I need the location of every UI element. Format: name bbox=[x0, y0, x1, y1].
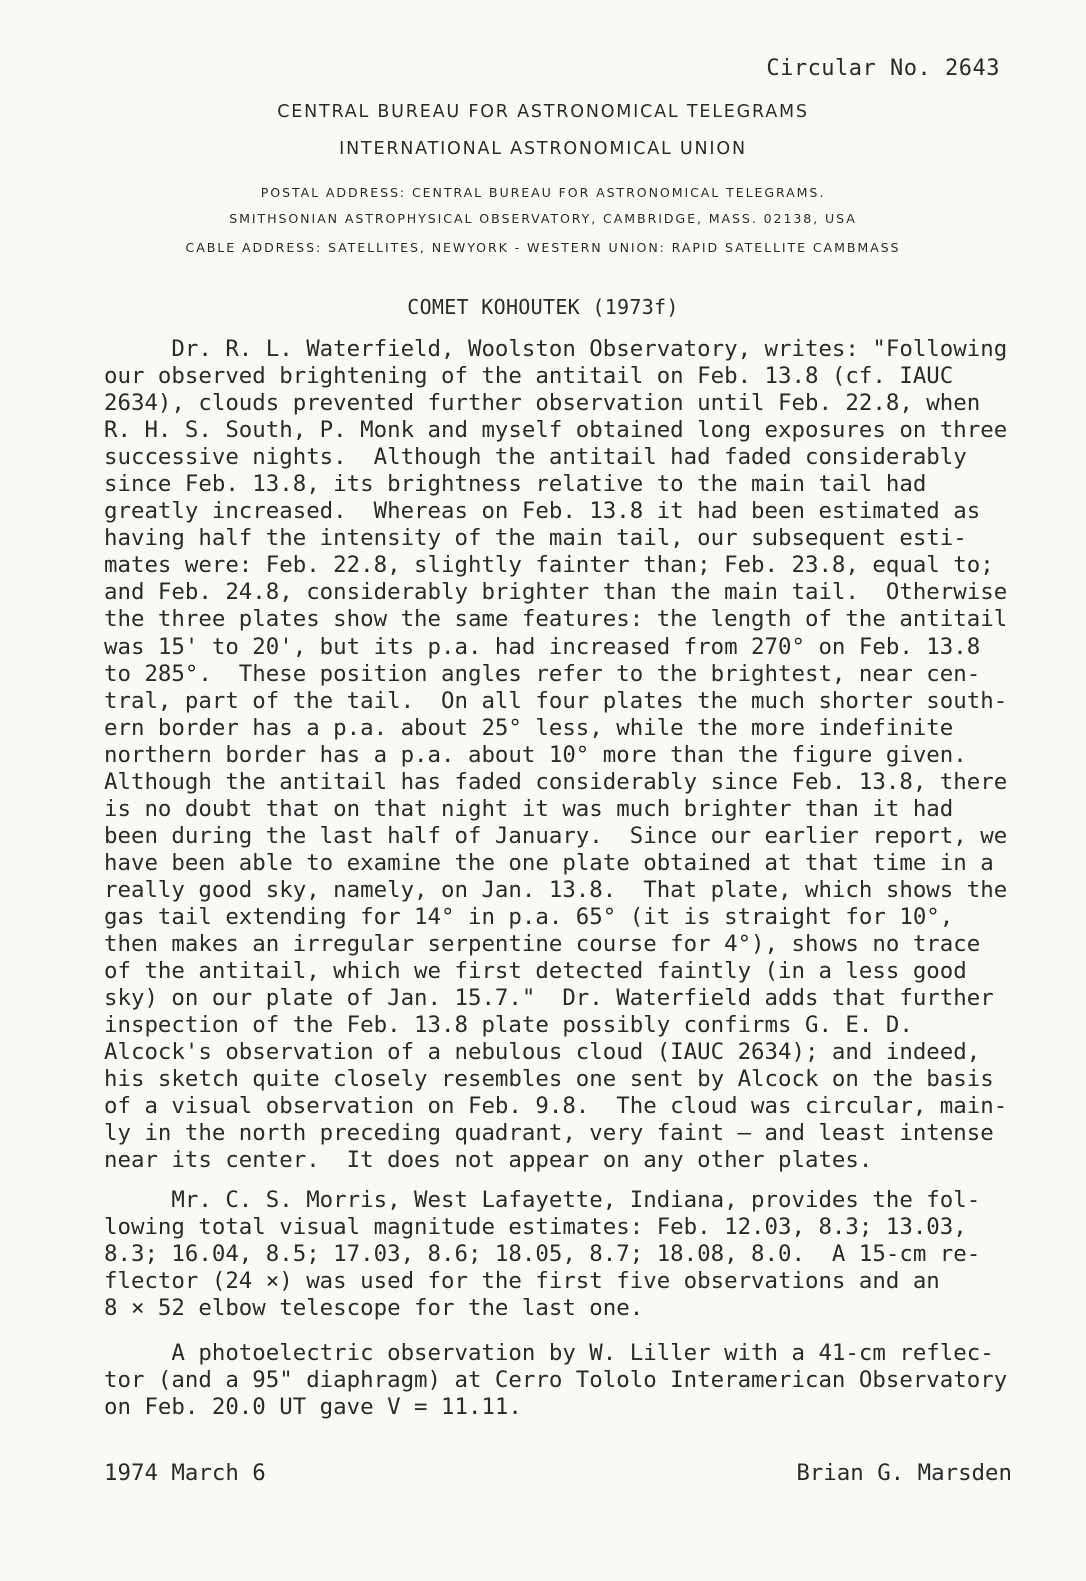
text-line: ly in the north preceding quadrant, very faint — and least intense bbox=[104, 1120, 994, 1147]
paragraph-morris bbox=[104, 1187, 980, 1322]
text-line: lowing total visual magnitude estimates: Feb. 12.03, 8.3; 13.03, bbox=[104, 1214, 967, 1241]
text-line: Mr. C. S. Morris, West Lafayette, Indiana, provides the fol- bbox=[104, 1187, 981, 1213]
text-line: the three plates show the same features: the length of the antitail bbox=[104, 606, 1008, 633]
union-name: INTERNATIONAL ASTRONOMICAL UNION bbox=[339, 139, 747, 159]
text-line: greatly increased. Whereas on Feb. 13.8 it had been estimated as bbox=[104, 498, 981, 525]
text-line: mates were: Feb. 22.8, slightly fainter than; Feb. 23.8, equal to; bbox=[104, 552, 994, 579]
text-line: 2634), clouds prevented further observation until Feb. 22.8, when bbox=[104, 390, 981, 417]
text-line: A photoelectric observation by W. Liller with a 41-cm reflec- bbox=[104, 1340, 994, 1366]
text-line: 8.3; 16.04, 8.5; 17.03, 8.6; 18.05, 8.7; 18.08, 8.0. A 15-cm re- bbox=[104, 1241, 981, 1268]
text-line: flector (24 ×) was used for the first five observations and an bbox=[104, 1268, 940, 1295]
author-signature: Brian G. Marsden bbox=[796, 1460, 1012, 1486]
text-line: successive nights. Although the antitail had faded considerably bbox=[104, 444, 967, 471]
cable-address: CABLE ADDRESS: SATELLITES, NEWYORK - WESTERN UNION: RAPID SATELLITE CAMBMASS bbox=[185, 240, 901, 255]
text-line: been during the last half of January. Since our earlier report, we bbox=[104, 822, 1008, 849]
text-line: since Feb. 13.8, its brightness relative to the main tail had bbox=[104, 471, 927, 498]
text-line: his sketch quite closely resembles one sent by Alcock on the basis bbox=[104, 1066, 994, 1093]
text-line: have been able to examine the one plate obtained at that time in a bbox=[104, 849, 994, 876]
text-line: of a visual observation on Feb. 9.8. The cloud was circular, main- bbox=[104, 1093, 1008, 1120]
text-line: was 15' to 20', but its p.a. had increased from 270° on Feb. 13.8 bbox=[104, 633, 981, 660]
text-line: gas tail extending for 14° in p.a. 65° (it is straight for 10°, bbox=[104, 903, 954, 930]
text-line: of the antitail, which we first detected faintly (in a less good bbox=[104, 958, 967, 985]
paragraph-waterfield bbox=[104, 336, 1007, 1174]
text-line: having half the intensity of the main tail, our subsequent esti- bbox=[104, 525, 967, 552]
circular-number: Circular No. 2643 bbox=[766, 56, 1000, 81]
text-line: near its center. It does not appear on any other plates. bbox=[104, 1147, 873, 1174]
text-line: northern border has a p.a. about 10° more than the figure given. bbox=[104, 741, 967, 768]
text-line: inspection of the Feb. 13.8 plate possibly confirms G. E. D. bbox=[104, 1012, 913, 1039]
text-line: really good sky, namely, on Jan. 13.8. That plate, which shows the bbox=[104, 876, 1008, 903]
issue-date: 1974 March 6 bbox=[104, 1460, 266, 1486]
postal-address-line1: POSTAL ADDRESS: CENTRAL BUREAU FOR ASTRONOMICAL TELEGRAMS. bbox=[260, 185, 826, 200]
text-line: to 285°. These position angles refer to the brightest, near cen- bbox=[104, 660, 981, 687]
text-line: sky) on our plate of Jan. 15.7." Dr. Waterfield adds that further bbox=[104, 985, 994, 1012]
text-line: 8 × 52 elbow telescope for the last one. bbox=[104, 1295, 644, 1322]
text-line: then makes an irregular serpentine course for 4°), shows no trace bbox=[104, 931, 981, 958]
bureau-name: CENTRAL BUREAU FOR ASTRONOMICAL TELEGRAMS bbox=[277, 102, 809, 122]
text-line: on Feb. 20.0 UT gave V = 11.11. bbox=[104, 1394, 522, 1421]
postal-address-line2: SMITHSONIAN ASTROPHYSICAL OBSERVATORY, CAMBRIDGE, MASS. 02138, USA bbox=[229, 211, 857, 226]
text-line: is no doubt that on that night it was much brighter than it had bbox=[104, 795, 954, 822]
text-line: ern border has a p.a. about 25° less, while the more indefinite bbox=[104, 714, 954, 741]
text-line: our observed brightening of the antitail on Feb. 13.8 (cf. IAUC bbox=[104, 363, 954, 390]
text-line: Dr. R. L. Waterfield, Woolston Observatory, writes: "Following bbox=[104, 336, 1008, 362]
text-line: Alcock's observation of a nebulous cloud (IAUC 2634); and indeed, bbox=[104, 1039, 981, 1066]
paragraph-liller bbox=[104, 1340, 1007, 1421]
text-line: tor (and a 95" diaphragm) at Cerro Tololo Interamerican Observatory bbox=[104, 1367, 1008, 1394]
text-line: tral, part of the tail. On all four plates the much shorter south- bbox=[104, 687, 1008, 714]
circular-title: COMET KOHOUTEK (1973f) bbox=[407, 295, 679, 319]
text-line: and Feb. 24.8, considerably brighter than the main tail. Otherwise bbox=[104, 579, 1008, 606]
text-line: R. H. S. South, P. Monk and myself obtained long exposures on three bbox=[104, 417, 1008, 444]
text-line: Although the antitail has faded considerably since Feb. 13.8, there bbox=[104, 768, 1008, 795]
